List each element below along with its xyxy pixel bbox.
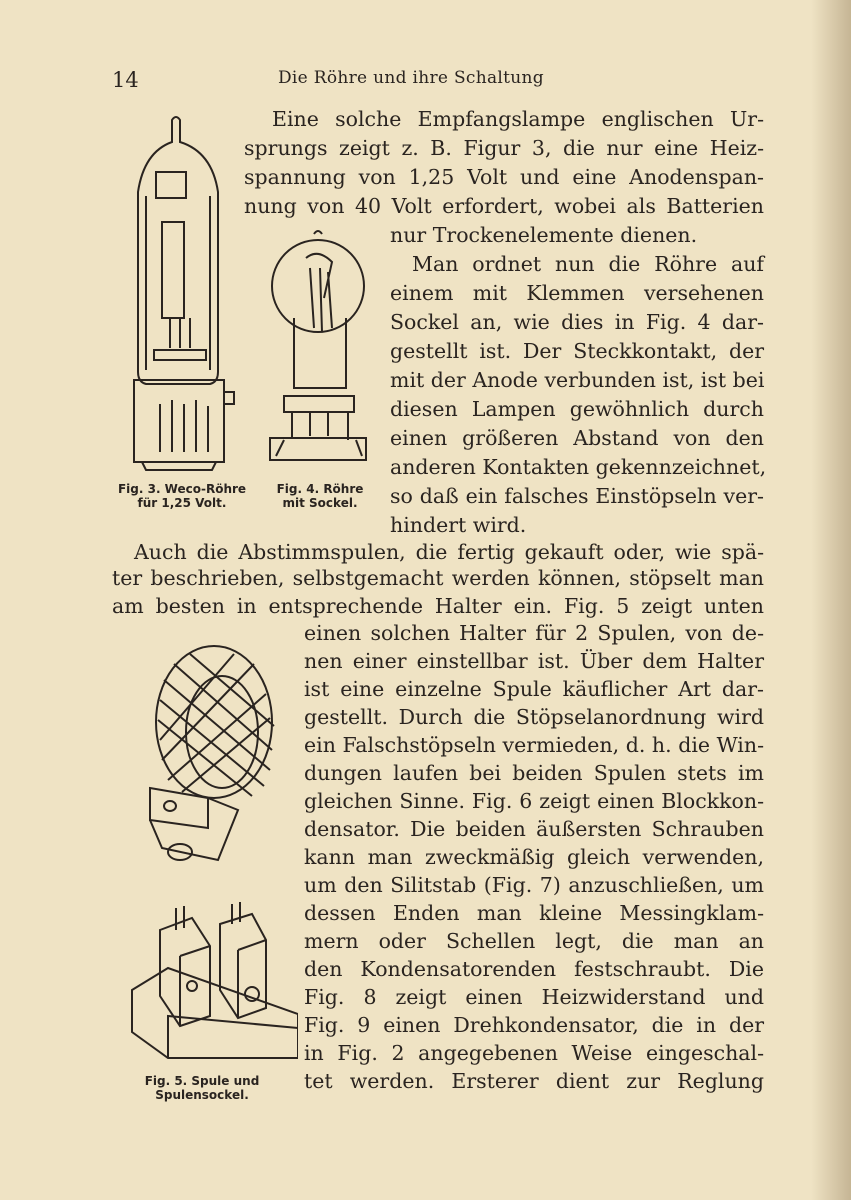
fig-3-caption-line-1: Fig. 3. Weco-Röhre: [117, 482, 247, 496]
fig-4-caption: [260, 482, 380, 510]
body-line: um den Silitstab (Fig. 7) anzuschließen, um: [304, 873, 764, 897]
body-line: Fig. 8 zeigt einen Heizwiderstand und: [304, 985, 764, 1009]
body-line: so daß ein falsches Einstöpseln ver-: [390, 484, 764, 508]
body-line: diesen Lampen gewöhnlich durch: [390, 397, 764, 421]
body-line: mit der Anode verbunden ist, ist bei: [390, 368, 765, 392]
body-line: den Kondensatorenden festschraubt. Die: [304, 957, 764, 981]
body-line: in Fig. 2 angegebenen Weise eingeschal-: [304, 1041, 764, 1065]
body-line: sprungs zeigt z. B. Figur 3, die nur eine Heiz-: [244, 136, 764, 160]
body-line: einen größeren Abstand von den: [390, 426, 764, 450]
fig-3-caption-line-2: für 1,25 Volt.: [137, 496, 227, 510]
body-line: tet werden. Ersterer dient zur Reglung: [304, 1069, 764, 1093]
fig-4-caption-line-2: mit Sockel.: [282, 496, 358, 510]
body-line: gleichen Sinne. Fig. 6 zeigt einen Blockkon-: [304, 789, 764, 813]
weco-tube-illustration: [120, 112, 240, 477]
body-line: gestellt ist. Der Steckkontakt, der: [390, 339, 764, 363]
figure-4-tube-with-socket: [262, 228, 374, 473]
body-line: einen solchen Halter für 2 Spulen, von de-: [304, 621, 764, 645]
body-line: ist eine einzelne Spule käuflicher Art dar-: [304, 677, 764, 701]
body-line: Fig. 9 einen Drehkondensator, die in der: [304, 1013, 764, 1037]
body-line: nung von 40 Volt erfordert, wobei als Batterien: [244, 194, 764, 218]
fig-5-caption-line-1: Fig. 5. Spule und: [144, 1074, 260, 1088]
body-line: nur Trockenelemente dienen.: [390, 223, 698, 247]
coil-holder-illustration: [128, 898, 298, 1068]
running-title: Die Röhre und ihre Schaltung: [278, 68, 544, 88]
body-line: Eine solche Empfangslampe englischen Ur-: [272, 107, 764, 131]
page-number: 14: [112, 68, 139, 92]
fig-3-caption: [102, 482, 262, 510]
body-line: spannung von 1,25 Volt und eine Anodenspan-: [244, 165, 764, 189]
body-line: Auch die Abstimmspulen, die fertig gekauft oder, wie spä-: [134, 540, 764, 564]
fig-4-caption-line-1: Fig. 4. Röhre: [276, 482, 364, 496]
body-line: hindert wird.: [390, 513, 527, 537]
body-line: einem mit Klemmen versehenen: [390, 281, 764, 305]
body-line: kann man zweckmäßig gleich verwenden,: [304, 845, 764, 869]
body-line: mern oder Schellen legt, die man an: [304, 929, 764, 953]
fig-5-caption: [118, 1074, 286, 1102]
page-header: [0, 64, 851, 94]
body-line: ein Falschstöpseln vermieden, d. h. die Win-: [304, 733, 764, 757]
body-line: gestellt. Durch die Stöpselanordnung wird: [304, 705, 764, 729]
body-line: nen einer einstellbar ist. Über dem Halter: [304, 649, 764, 673]
body-line: Man ordnet nun die Röhre auf: [412, 252, 764, 276]
body-line: Sockel an, wie dies in Fig. 4 dar-: [390, 310, 764, 334]
page-edge-shading: [811, 0, 851, 1200]
body-line: dungen laufen bei beiden Spulen stets im: [304, 761, 764, 785]
fig-5-caption-line-2: Spulensockel.: [155, 1088, 249, 1102]
body-line: ter beschrieben, selbstgemacht werden können, stöpselt man: [112, 566, 764, 590]
body-line: am besten in entsprechende Halter ein. Fig. 5 zeigt unten: [112, 594, 764, 618]
body-line: dessen Enden man kleine Messingklam-: [304, 901, 764, 925]
body-line: densator. Die beiden äußersten Schrauben: [304, 817, 764, 841]
figure-5-coil-holder: [128, 898, 298, 1068]
body-line: anderen Kontakten gekennzeichnet,: [390, 455, 767, 479]
coil-illustration: [134, 640, 284, 878]
figure-3-weco-tube: [120, 112, 240, 477]
figure-5-coil: [134, 640, 284, 878]
tube-socket-illustration: [262, 228, 374, 473]
